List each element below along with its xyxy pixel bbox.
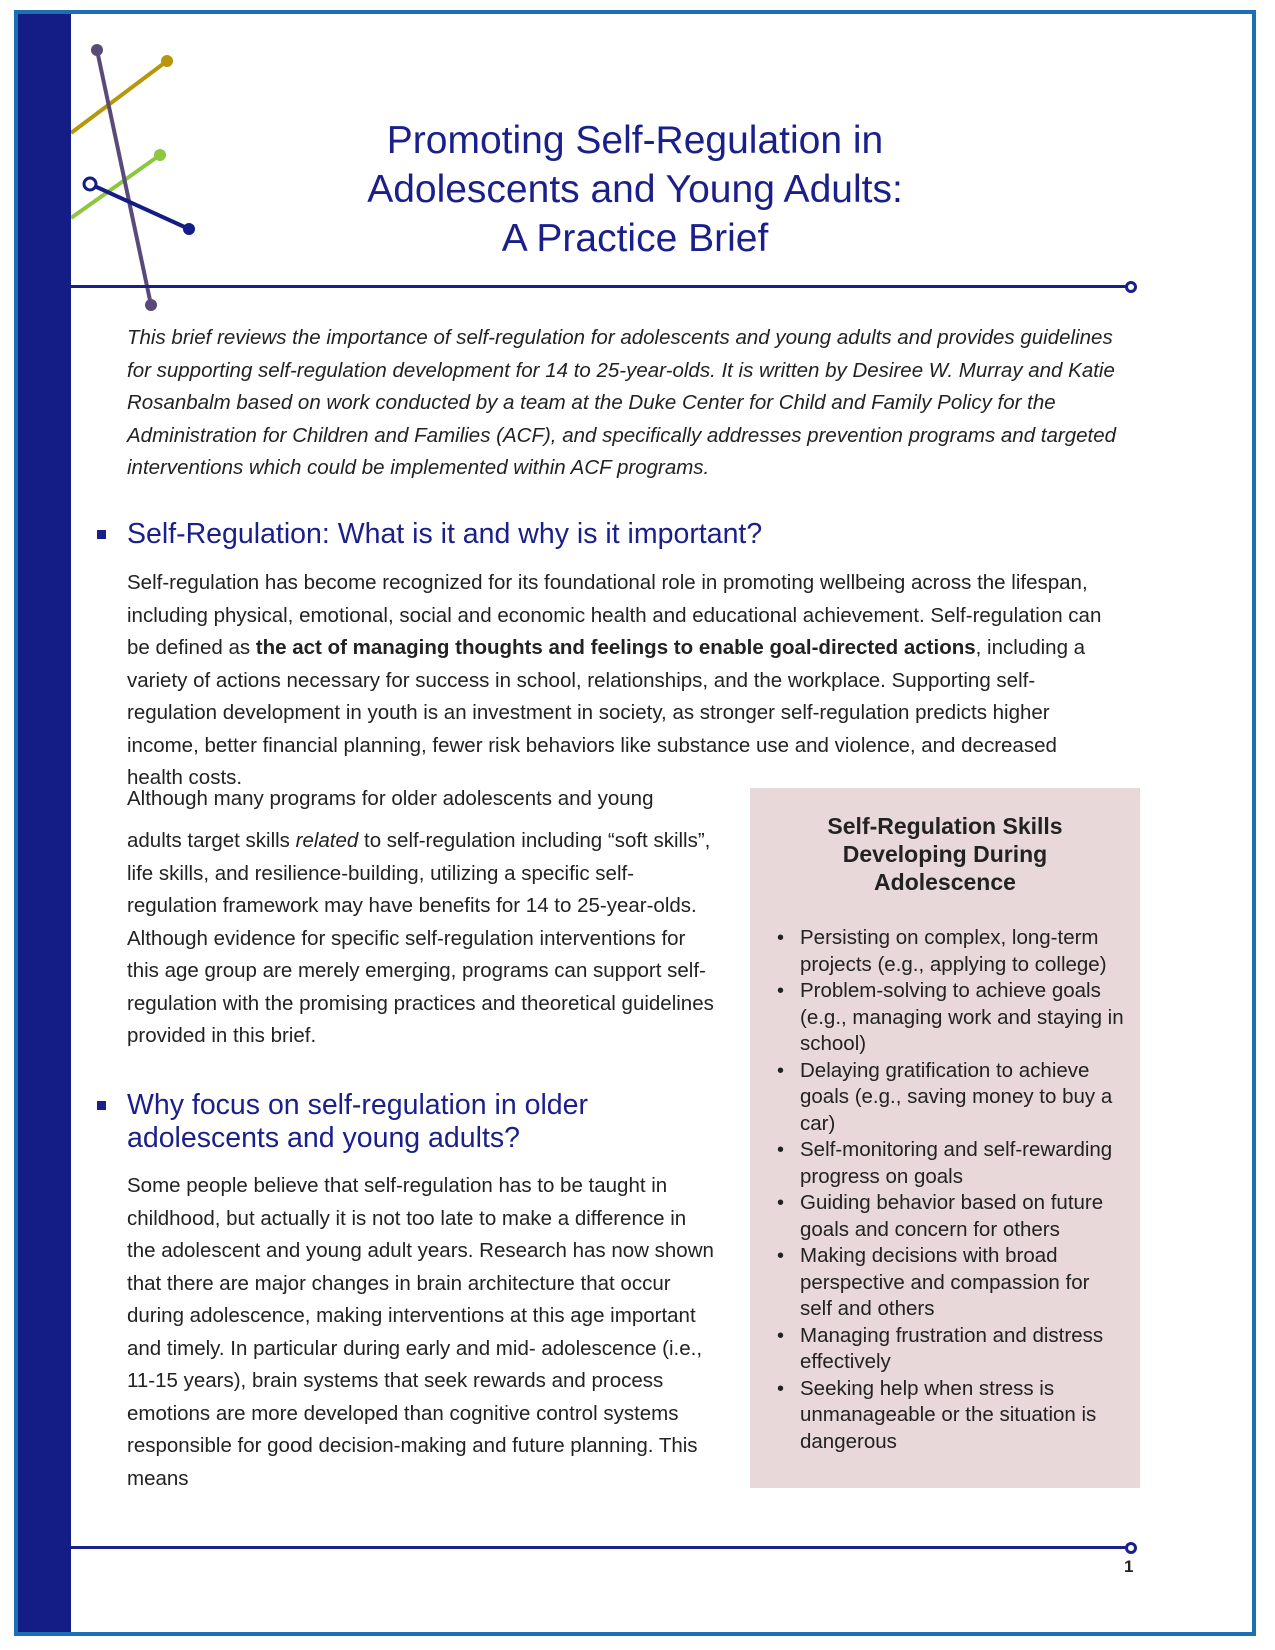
skills-list (776, 925, 1126, 1455)
decorative-lines-graphic (71, 40, 211, 320)
sidebox-title (750, 812, 1140, 896)
section-bullet-icon (97, 1101, 106, 1110)
skill-list-item: • Guiding behavior based on future goals and concern for others (776, 1190, 1126, 1243)
document-title (300, 116, 970, 263)
section1-paragraph-2-first-line: Although many programs for older adolescents and young (127, 787, 654, 810)
header-rule (71, 285, 1126, 288)
skill-list-item: • Problem-solving to achieve goals (e.g., managing work and staying in school) (776, 978, 1126, 1058)
section1-heading: Self-Regulation: What is it and why is it important? (127, 518, 763, 550)
related-italic: related (295, 829, 359, 852)
section2-heading (127, 1089, 717, 1155)
page-number: 1 (1124, 1557, 1134, 1576)
title-line: Adolescents and Young Adults: (367, 168, 903, 211)
p2-text: to self-regulation including “soft skills”, life skills, and resilience-building, utilizing a specific self-regulation framework may have benefits for 14 to 25-year-olds. Although evidence for specific self-regulation interventions for this age group are merely emerging, programs can support self-regulation with the promising practices and theoretical guidelines provided in this brief. (127, 829, 714, 1047)
left-color-bar (18, 14, 71, 1632)
skill-list-item: • Delaying gratification to achieve goals (e.g., saving money to buy a car) (776, 1058, 1126, 1138)
skill-list-item: • Making decisions with broad perspective and compassion for self and others (776, 1243, 1126, 1323)
definition-bold: the act of managing thoughts and feelings to enable goal-directed actions (255, 636, 976, 659)
footer-rule-end-circle (1125, 1542, 1137, 1554)
header-rule-end-circle (1125, 281, 1137, 293)
sidebox-title-line: Self-Regulation Skills (827, 813, 1063, 839)
skill-list-item: • Managing frustration and distress effectively (776, 1323, 1126, 1376)
sidebox-title-line: Adolescence (874, 869, 1016, 895)
sidebox-title-line: Developing During (842, 841, 1048, 867)
section2-heading-line: adolescents and young adults? (127, 1122, 520, 1154)
footer-rule (71, 1546, 1126, 1549)
intro-paragraph: This brief reviews the importance of self-regulation for adolescents and young adults and provides guidelines for supporting self-regulation development for 14 to 25-year-olds. It is written by Desiree W. Murray and Katie Rosanbalm based on work conducted by a team at the Duke Center for Child and Family Policy for the Administration for Children and Families (ACF), and specifically addresses prevention programs and targeted interventions which could be implemented within ACF programs. (127, 326, 1117, 479)
title-line: Promoting Self-Regulation in (386, 119, 884, 162)
p1-text: Self-regulation has become recognized for its foundational role in promoting wellbeing across the lifespan, including physical, emotional, social and economic health and educational achievement. Self-regulation can be defined as (127, 571, 1102, 659)
p2-text: adults target skills (127, 829, 296, 852)
skill-list-item: • Persisting on complex, long-term projects (e.g., applying to college) (776, 925, 1126, 978)
title-line: A Practice Brief (501, 217, 769, 260)
section2-paragraph: Some people believe that self-regulation has to be taught in childhood, but actually it is not too late to make a difference in the adolescent and young adult years. Research has now shown that there are major changes in brain architecture that occur during adolescence, making interventions at this age important and timely. In particular during early and mid- adolescence (i.e., 11-15 years), brain systems that seek rewards and process emotions are more developed than cognitive control systems responsible for good decision-making and future planning. This means (127, 1174, 714, 1490)
skill-list-item: • Self-monitoring and self-rewarding progress on goals (776, 1137, 1126, 1190)
section2-heading-line: Why focus on self-regulation in older (127, 1089, 588, 1121)
section-bullet-icon (97, 530, 106, 539)
section1-paragraph-2 (127, 825, 717, 1053)
p1-text: , including a variety of actions necessary for success in school, relationships, and the workplace. Supporting self-regulation development in youth is an investment in society, as stronger self-regulation predicts higher income, better financial planning, fewer risk behaviors like substance use and violence, and decreased health costs. (127, 636, 1086, 789)
skill-list-item: • Seeking help when stress is unmanageable or the situation is dangerous (776, 1376, 1126, 1456)
skills-sidebox (750, 788, 1140, 1488)
section1-paragraph-1 (127, 567, 1107, 795)
